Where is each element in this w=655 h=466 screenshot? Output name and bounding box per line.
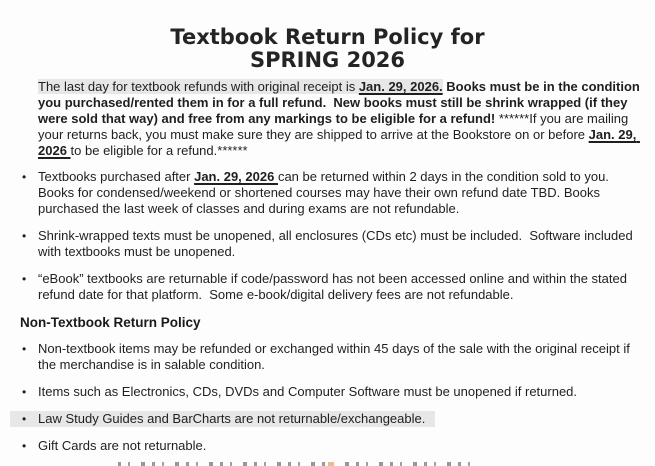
bullet-icon: • <box>22 272 27 286</box>
intro-paragraph <box>38 79 642 159</box>
text-segment: Jan. 29, 2026 <box>38 127 640 158</box>
bullet-icon: • <box>22 170 27 184</box>
bullet-item <box>0 271 655 303</box>
text-segment: to be eligible for a refund.****** <box>70 143 248 158</box>
text-segment: Non-textbook items may be refunded or exchanged within 45 days of the sale with the original receipt if the merchandise is in salable condition. <box>38 341 634 372</box>
bullet-text <box>38 169 643 217</box>
text-segment: Gift Cards are not returnable. <box>38 438 207 453</box>
text-segment: Jan. 29, 2026. <box>358 79 443 94</box>
text-segment: Law Study Guides and BarCharts are not returnable/exchangeable. <box>38 411 426 426</box>
bullet-item <box>0 438 655 454</box>
text-segment: The last day for textbook refunds with original receipt is <box>38 79 359 94</box>
text-segment: can be returned within 2 days in the condition sold to you. Books for condensed/weekend or shortened courses may have their own refund date TBD. Books purchased the last week of classes and during exams are not refundable. <box>38 169 617 216</box>
bullet-item <box>0 169 655 217</box>
clipped-highlight-mark <box>328 462 334 466</box>
bullet-icon: • <box>22 439 27 453</box>
bullet-icon: • <box>10 411 38 427</box>
bullet-text <box>38 341 643 373</box>
text-segment: Books must be in the condition you purchased/rented them in for a full refund. New books must still be shrink wrapped (if they were sold that way) and free from any markings to be eligible for a refund! <box>38 79 644 126</box>
bullet-text <box>38 228 643 260</box>
bullet-text <box>38 271 643 303</box>
bullet-icon: • <box>22 342 27 356</box>
text-segment: Textbooks purchased after <box>38 169 195 184</box>
text-segment: Items such as Electronics, CDs, DVDs and Computer Software must be unopened if returned. <box>38 384 578 399</box>
text-segment: ******If you are mailing your returns back, you must make sure they are shipped to arrive at the Bookstore on or before <box>38 111 632 142</box>
bullet-item <box>0 341 655 373</box>
page-title-line2: SPRING 2026 <box>249 48 406 72</box>
bullet-item <box>0 411 655 427</box>
clipped-text-marks <box>118 462 470 466</box>
bullet-text <box>38 384 643 400</box>
textbook-bullet-list <box>0 169 655 303</box>
bullet-text <box>38 411 435 427</box>
bullet-icon: • <box>22 385 27 399</box>
bullet-item <box>0 384 655 400</box>
bullet-text <box>38 438 643 454</box>
page-title-line1: Textbook Return Policy for <box>170 25 485 49</box>
text-segment: Shrink-wrapped texts must be unopened, all enclosures (CDs etc) must be included. Software included with textbooks must be unopened. <box>38 228 637 259</box>
non-textbook-heading: Non-Textbook Return Policy <box>20 315 201 330</box>
bullet-icon: • <box>22 229 27 243</box>
clipped-text-line <box>118 462 470 466</box>
text-segment: Jan. 29, 2026 <box>194 169 278 184</box>
non-textbook-bullet-list <box>0 341 655 454</box>
bullet-item <box>0 228 655 260</box>
page-title <box>0 26 655 72</box>
text-segment: “eBook” textbooks are returnable if code/password has not been accessed online and within the stated refund date for that platform. Some e-book/digital delivery fees are not refundable. <box>38 271 631 302</box>
